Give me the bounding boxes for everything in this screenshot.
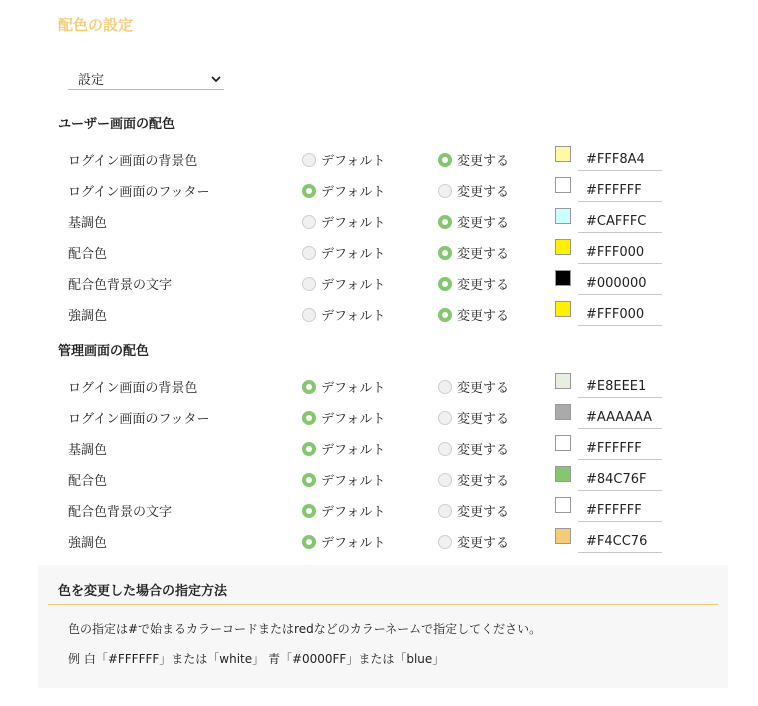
radio-dot[interactable]: [302, 473, 316, 487]
color-setting-row: [0, 433, 758, 464]
radio-dot[interactable]: [438, 184, 452, 198]
radio-dot[interactable]: [438, 215, 452, 229]
color-swatch[interactable]: [555, 435, 571, 451]
radio-label: デフォルト: [321, 185, 386, 200]
radio-default[interactable]: [302, 377, 385, 396]
info-text-1: 色の指定は#で始まるカラーコードまたはredなどのカラーネームで指定してください。: [68, 622, 542, 636]
color-code-input[interactable]: [578, 210, 662, 233]
radio-label: 変更する: [457, 474, 510, 489]
color-setting-label: ログイン画面の背景色: [68, 381, 198, 396]
radio-default[interactable]: [302, 532, 385, 551]
color-setting-label: 配合色背景の文字: [68, 505, 173, 520]
color-swatch[interactable]: [555, 404, 571, 420]
radio-dot[interactable]: [438, 442, 452, 456]
radio-default[interactable]: [302, 150, 385, 169]
color-setting-row: [0, 402, 758, 433]
radio-label: デフォルト: [321, 216, 386, 231]
radio-label: 変更する: [457, 381, 510, 396]
radio-label: 変更する: [457, 216, 510, 231]
color-setting-label: 配合色背景の文字: [68, 278, 173, 293]
admin-section-title: 管理画面の配色: [58, 344, 150, 359]
radio-change[interactable]: [438, 150, 509, 169]
color-setting-row: [0, 206, 758, 237]
radio-label: デフォルト: [321, 154, 386, 169]
color-swatch[interactable]: [555, 373, 571, 389]
radio-dot[interactable]: [302, 277, 316, 291]
radio-label: デフォルト: [321, 412, 386, 427]
radio-label: デフォルト: [321, 381, 386, 396]
radio-label: デフォルト: [321, 309, 386, 324]
radio-dot[interactable]: [302, 184, 316, 198]
radio-label: デフォルト: [321, 474, 386, 489]
radio-dot[interactable]: [302, 153, 316, 167]
radio-label: デフォルト: [321, 536, 386, 551]
radio-dot[interactable]: [438, 380, 452, 394]
color-swatch[interactable]: [555, 528, 571, 544]
color-setting-row: [0, 268, 758, 299]
color-code-input[interactable]: [578, 468, 662, 491]
color-swatch[interactable]: [555, 301, 571, 317]
color-code-input[interactable]: [578, 241, 662, 264]
color-code-input[interactable]: [578, 179, 662, 202]
radio-dot[interactable]: [438, 246, 452, 260]
color-setting-label: ログイン画面のフッター: [68, 185, 210, 200]
radio-dot[interactable]: [302, 215, 316, 229]
radio-dot[interactable]: [438, 411, 452, 425]
radio-dot[interactable]: [302, 535, 316, 549]
radio-change[interactable]: [438, 408, 509, 427]
color-swatch[interactable]: [555, 146, 571, 162]
chevron-down-icon: [210, 73, 222, 85]
radio-change[interactable]: [438, 470, 509, 489]
radio-change[interactable]: [438, 439, 509, 458]
info-divider: [48, 604, 718, 605]
color-setting-row: [0, 299, 758, 330]
radio-label: 変更する: [457, 505, 510, 520]
color-setting-row: [0, 495, 758, 526]
radio-label: 変更する: [457, 536, 510, 551]
color-code-input[interactable]: [578, 303, 662, 326]
radio-label: 変更する: [457, 185, 510, 200]
radio-dot[interactable]: [438, 473, 452, 487]
color-swatch[interactable]: [555, 270, 571, 286]
radio-label: 変更する: [457, 278, 510, 293]
color-setting-label: 基調色: [68, 443, 108, 458]
info-text-2: 例 白「#FFFFFF」または「white」 青「#0000FF」または「blue」: [68, 652, 445, 666]
radio-default[interactable]: [302, 181, 385, 200]
user-section-title: ユーザー画面の配色: [58, 117, 176, 132]
color-setting-row: [0, 237, 758, 268]
page-title: 配色の設定: [58, 16, 134, 34]
settings-select[interactable]: [68, 68, 224, 90]
color-code-input[interactable]: [578, 437, 662, 460]
radio-label: 変更する: [457, 154, 510, 169]
radio-change[interactable]: [438, 274, 509, 293]
color-setting-row: [0, 464, 758, 495]
radio-dot[interactable]: [438, 308, 452, 322]
radio-dot[interactable]: [302, 246, 316, 260]
radio-dot[interactable]: [302, 442, 316, 456]
radio-default[interactable]: [302, 243, 385, 262]
radio-dot[interactable]: [302, 308, 316, 322]
radio-default[interactable]: [302, 501, 385, 520]
radio-dot[interactable]: [302, 504, 316, 518]
radio-dot[interactable]: [302, 380, 316, 394]
radio-change[interactable]: [438, 501, 509, 520]
color-setting-row: [0, 371, 758, 402]
radio-dot[interactable]: [438, 535, 452, 549]
radio-change[interactable]: [438, 243, 509, 262]
info-box: [38, 565, 728, 688]
color-code-input[interactable]: [578, 272, 662, 295]
color-setting-label: ログイン画面のフッター: [68, 412, 210, 427]
radio-label: 変更する: [457, 247, 510, 262]
radio-change[interactable]: [438, 181, 509, 200]
color-setting-row: [0, 175, 758, 206]
color-code-input[interactable]: [578, 530, 662, 553]
color-code-input[interactable]: [578, 406, 662, 429]
radio-change[interactable]: [438, 305, 509, 324]
color-setting-label: 配合色: [68, 474, 108, 489]
settings-select-value: 設定: [78, 73, 105, 88]
radio-default[interactable]: [302, 274, 385, 293]
color-code-input[interactable]: [578, 375, 662, 398]
color-setting-label: 強調色: [68, 536, 108, 551]
color-setting-row: [0, 144, 758, 175]
radio-dot[interactable]: [438, 277, 452, 291]
color-code-input[interactable]: [578, 148, 662, 171]
radio-change[interactable]: [438, 377, 509, 396]
radio-default[interactable]: [302, 305, 385, 324]
color-swatch[interactable]: [555, 177, 571, 193]
radio-label: 変更する: [457, 443, 510, 458]
color-setting-label: 配合色: [68, 247, 108, 262]
radio-change[interactable]: [438, 212, 509, 231]
color-setting-label: 基調色: [68, 216, 108, 231]
radio-default[interactable]: [302, 470, 385, 489]
radio-default[interactable]: [302, 439, 385, 458]
color-swatch[interactable]: [555, 466, 571, 482]
radio-dot[interactable]: [302, 411, 316, 425]
color-swatch[interactable]: [555, 239, 571, 255]
radio-label: デフォルト: [321, 443, 386, 458]
radio-label: デフォルト: [321, 505, 386, 520]
radio-dot[interactable]: [438, 153, 452, 167]
radio-dot[interactable]: [438, 504, 452, 518]
info-title: 色を変更した場合の指定方法: [58, 584, 228, 599]
color-setting-label: 強調色: [68, 309, 108, 324]
color-setting-label: ログイン画面の背景色: [68, 154, 198, 169]
color-setting-row: [0, 526, 758, 557]
radio-label: デフォルト: [321, 247, 386, 262]
color-swatch[interactable]: [555, 208, 571, 224]
color-code-input[interactable]: [578, 499, 662, 522]
radio-label: デフォルト: [321, 278, 386, 293]
radio-default[interactable]: [302, 212, 385, 231]
radio-label: 変更する: [457, 412, 510, 427]
radio-label: 変更する: [457, 309, 510, 324]
radio-change[interactable]: [438, 532, 509, 551]
radio-default[interactable]: [302, 408, 385, 427]
color-swatch[interactable]: [555, 497, 571, 513]
